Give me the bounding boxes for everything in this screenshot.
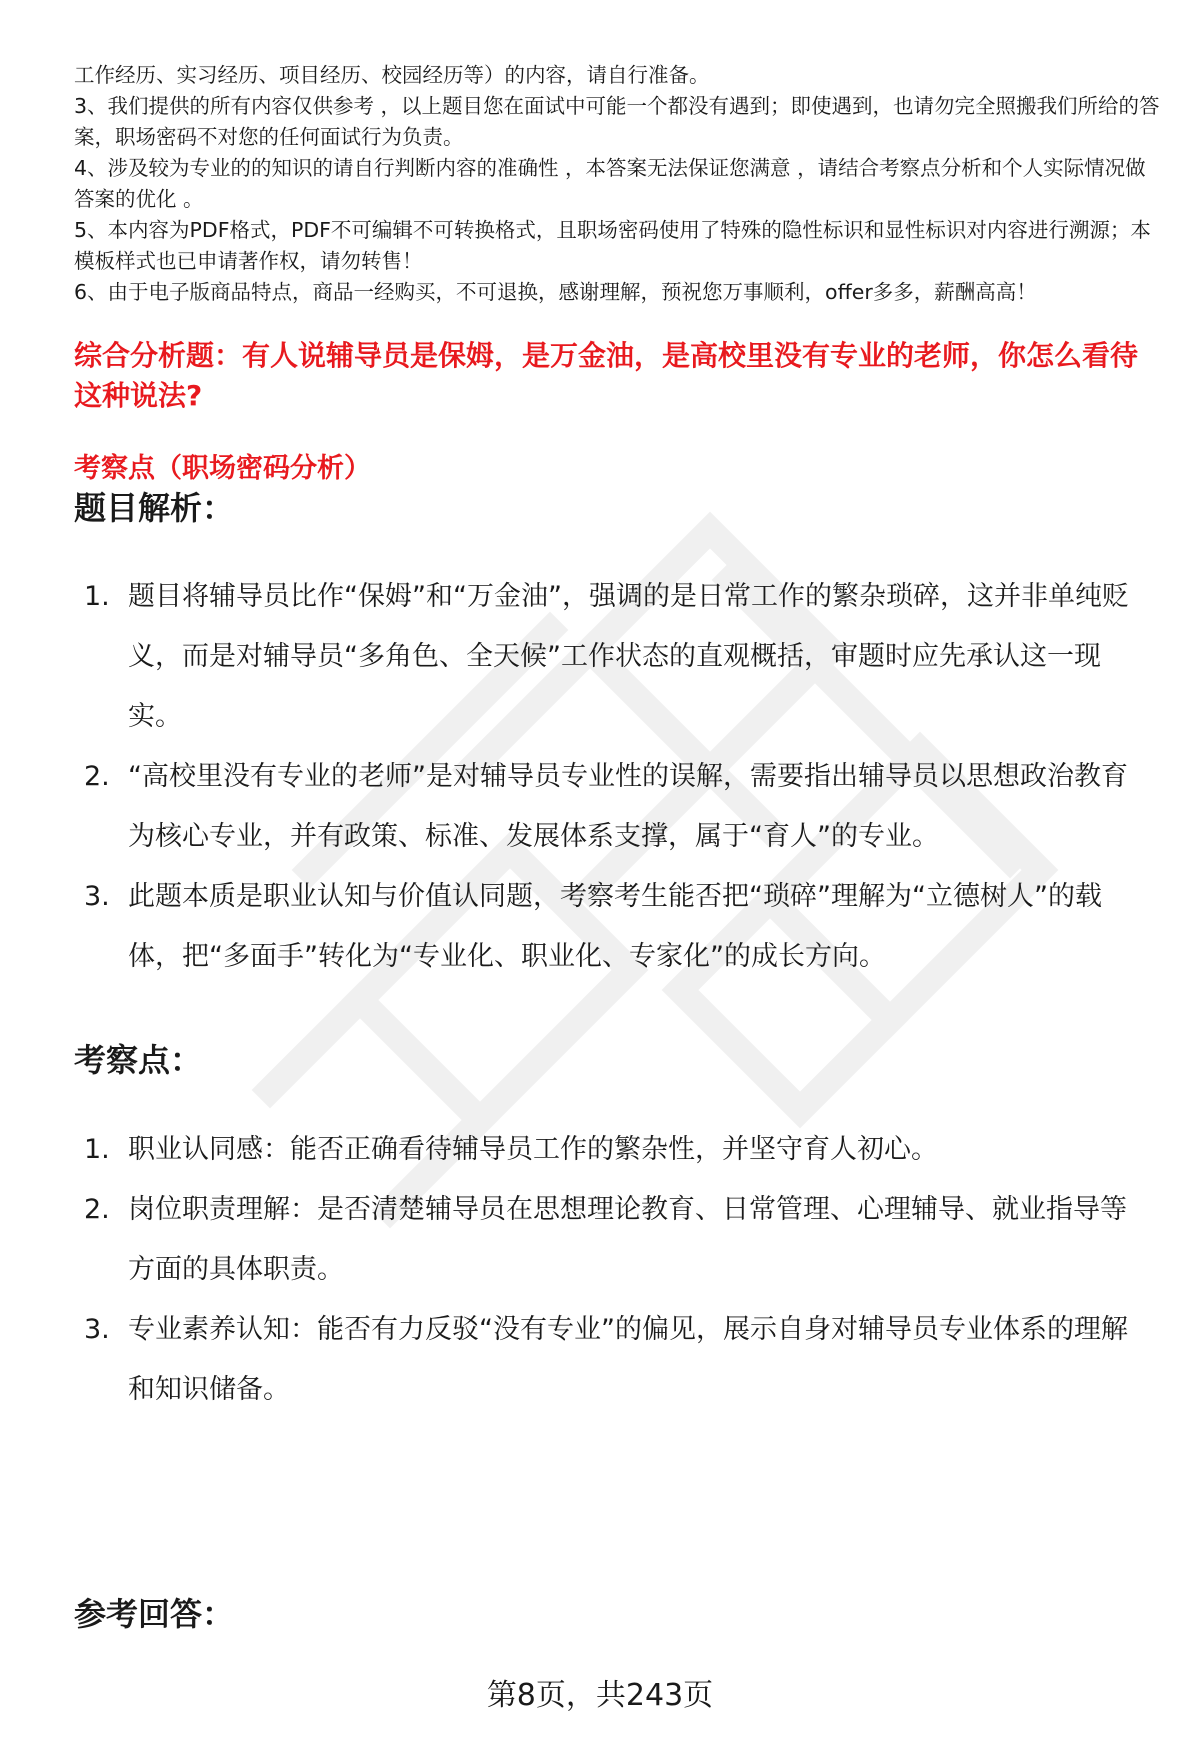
list-number: 3. (84, 1314, 110, 1345)
list-number: 1. (84, 581, 110, 612)
reference-answer-heading: 参考回答： (74, 1595, 235, 1633)
list-item (78, 1300, 1153, 1420)
list-item (78, 1120, 1153, 1180)
notice-line: 6、由于电子版商品特点，商品一经购买，不可退换，感谢理解，预祝您万事顺利，offer多多，薪酬高高！ (74, 280, 1037, 304)
list-item (78, 747, 1153, 867)
list-number: 2. (84, 761, 110, 792)
list-text: 专业素养认知：能否有力反驳“没有专业”的偏见，展示自身对辅导员专业体系的理解和知识储备。 (128, 1314, 1128, 1405)
list-text: 职业认同感：能否正确看待辅导员工作的繁杂性，并坚守育人初心。 (128, 1134, 938, 1165)
analysis-list (78, 567, 1153, 987)
analysis-heading: 题目解析： (74, 489, 235, 527)
list-item (78, 1180, 1153, 1300)
analysis-point-label: 考察点（职场密码分析） (74, 453, 371, 484)
exam-points-list (78, 1120, 1153, 1420)
list-text: 此题本质是职业认知与价值认同题，考察考生能否把“琐碎”理解为“立德树人”的载体，把“多面手”转化为“专业化、职业化、专家化”的成长方向。 (128, 881, 1102, 972)
list-text: “高校里没有专业的老师”是对辅导员专业性的误解，需要指出辅导员以思想政治教育为核心专业，并有政策、标准、发展体系支撑，属于“育人”的专业。 (128, 761, 1128, 852)
notice-list (74, 60, 1164, 308)
list-item (78, 867, 1153, 987)
exam-points-heading: 考察点： (74, 1041, 203, 1079)
list-number: 3. (84, 881, 110, 912)
notice-line: 3、我们提供的所有内容仅供参考 ，以上题目您在面试中可能一个都没有遇到；即使遇到，也请勿完全照搬我们所给的答案，职场密码不对您的任何面试行为负责。 (74, 94, 1160, 149)
list-number: 1. (84, 1134, 110, 1165)
notice-line: 5、本内容为PDF格式，PDF不可编辑不可转换格式，且职场密码使用了特殊的隐性标识和显性标识对内容进行溯源；本模板样式也已申请著作权，请勿转售！ (74, 218, 1151, 273)
page-number: 第8页，共243页 (486, 1678, 714, 1713)
notice-line: 4、涉及较为专业的的知识的请自行判断内容的准确性 ，本答案无法保证您满意 ，请结合考察点分析和个人实际情况做答案的优化 。 (74, 156, 1146, 211)
notice-line: 工作经历、实习经历、项目经历、校园经历等）的内容，请自行准备。 (74, 63, 710, 87)
list-text: 岗位职责理解：是否清楚辅导员在思想理论教育、日常管理、心理辅导、就业指导等方面的具体职责。 (128, 1194, 1127, 1285)
list-text: 题目将辅导员比作“保姆”和“万金油”，强调的是日常工作的繁杂琐碎，这并非单纯贬义，而是对辅导员“多角色、全天候”工作状态的直观概括，审题时应先承认这一现实。 (128, 581, 1129, 732)
list-number: 2. (84, 1194, 110, 1225)
question-title: 综合分析题：有人说辅导员是保姆，是万金油，是高校里没有专业的老师，你怎么看待这种说法? (74, 339, 1139, 412)
list-item (78, 567, 1153, 747)
